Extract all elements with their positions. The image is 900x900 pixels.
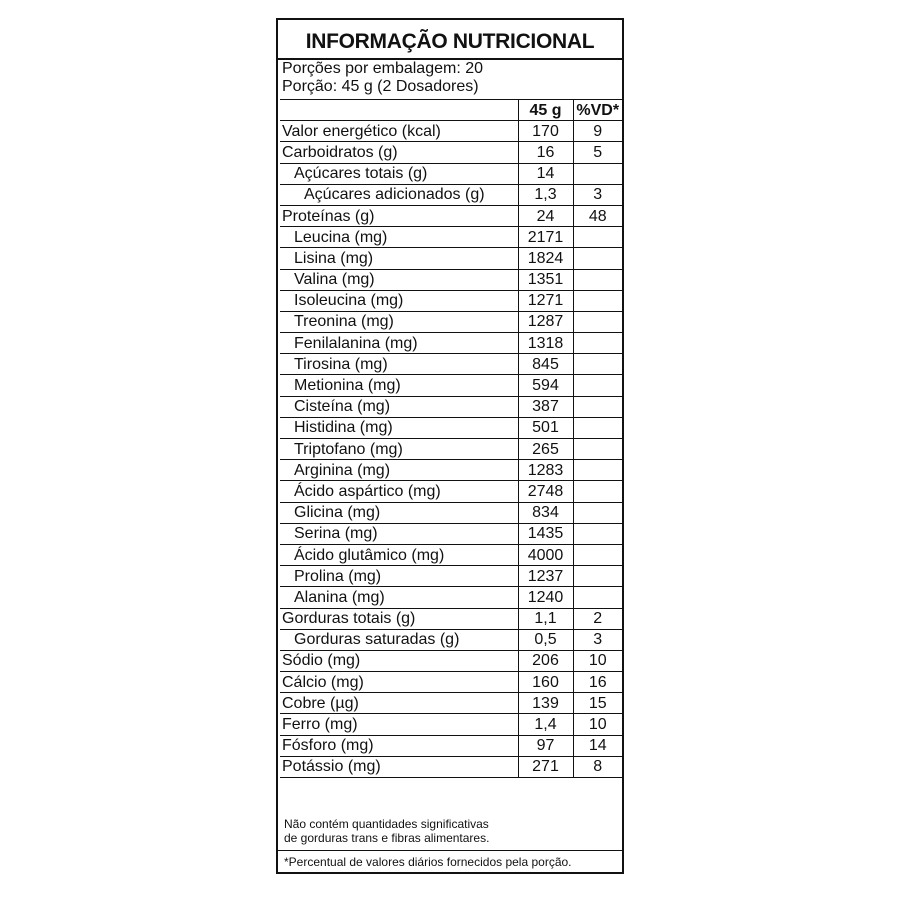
nutrient-amount: 1287: [518, 311, 573, 332]
nutrient-name: Cálcio (mg): [280, 672, 518, 693]
nutrient-daily-value: 14: [573, 735, 622, 756]
nutrient-amount: 594: [518, 375, 573, 396]
nutrient-amount: 206: [518, 650, 573, 671]
table-row: [280, 544, 622, 565]
nutrient-amount: 4000: [518, 544, 573, 565]
amount-column-header: 45 g: [518, 100, 573, 121]
nutrient-name: Lisina (mg): [280, 248, 518, 269]
nutrient-name: Ácido glutâmico (mg): [280, 544, 518, 565]
nutrient-amount: 1824: [518, 248, 573, 269]
nutrition-table: [280, 99, 622, 778]
table-row: [280, 417, 622, 438]
nutrient-name: Leucina (mg): [280, 227, 518, 248]
nutrient-amount: 170: [518, 121, 573, 142]
nutrient-name: Cisteína (mg): [280, 396, 518, 417]
nutrient-name: Triptofano (mg): [280, 439, 518, 460]
nutrition-facts-label: [276, 18, 624, 874]
dv-column-header: %VD*: [573, 100, 622, 121]
nutrient-amount: 387: [518, 396, 573, 417]
table-row: [280, 227, 622, 248]
nutrient-daily-value: [573, 333, 622, 354]
nutrient-daily-value: [573, 566, 622, 587]
table-row: [280, 714, 622, 735]
nutrient-name: Isoleucina (mg): [280, 290, 518, 311]
daily-value-note: *Percentual de valores diários fornecidos pela porção.: [284, 855, 572, 869]
table-row: [280, 333, 622, 354]
nutrient-name: Carboidratos (g): [280, 142, 518, 163]
nutrient-name: Ácido aspártico (mg): [280, 481, 518, 502]
nutrient-amount: 2748: [518, 481, 573, 502]
table-row: [280, 311, 622, 332]
nutrient-daily-value: [573, 417, 622, 438]
footnote-line-2: de gorduras trans e fibras alimentares.: [284, 831, 490, 845]
table-row: [280, 121, 622, 142]
nutrient-amount: 1240: [518, 587, 573, 608]
nutrient-amount: 0,5: [518, 629, 573, 650]
nutrient-daily-value: 15: [573, 693, 622, 714]
nutrient-daily-value: [573, 523, 622, 544]
nutrient-name: Fenilalanina (mg): [280, 333, 518, 354]
nutrient-amount: 2171: [518, 227, 573, 248]
nutrient-daily-value: 16: [573, 672, 622, 693]
table-row: [280, 735, 622, 756]
nutrient-daily-value: [573, 227, 622, 248]
nutrient-name: Sódio (mg): [280, 650, 518, 671]
table-row: [280, 587, 622, 608]
nutrient-name: Gorduras totais (g): [280, 608, 518, 629]
nutrient-name: Histidina (mg): [280, 417, 518, 438]
nutrient-name: Fósforo (mg): [280, 735, 518, 756]
serving-size: Porção: 45 g (2 Dosadores): [282, 78, 479, 95]
nutrient-name: Treonina (mg): [280, 311, 518, 332]
nutrient-daily-value: [573, 354, 622, 375]
table-row: [280, 439, 622, 460]
table-row: [280, 460, 622, 481]
table-row: [280, 608, 622, 629]
footnote-divider: [278, 850, 622, 851]
nutrient-daily-value: [573, 460, 622, 481]
nutrient-name: Metionina (mg): [280, 375, 518, 396]
nutrient-amount: 1237: [518, 566, 573, 587]
nutrient-daily-value: 10: [573, 650, 622, 671]
nutrient-amount: 97: [518, 735, 573, 756]
nutrient-name: Valor energético (kcal): [280, 121, 518, 142]
nutrient-daily-value: [573, 269, 622, 290]
table-row: [280, 184, 622, 205]
nutrient-daily-value: [573, 375, 622, 396]
nutrient-header: [280, 100, 518, 121]
nutrient-name: Cobre (µg): [280, 693, 518, 714]
nutrient-amount: 834: [518, 502, 573, 523]
nutrient-daily-value: [573, 311, 622, 332]
table-row: [280, 756, 622, 777]
table-row: [280, 205, 622, 226]
nutrient-name: Valina (mg): [280, 269, 518, 290]
table-row: [280, 163, 622, 184]
nutrient-daily-value: 8: [573, 756, 622, 777]
nutrient-amount: 1351: [518, 269, 573, 290]
nutrient-amount: 160: [518, 672, 573, 693]
nutrient-amount: 16: [518, 142, 573, 163]
nutrient-amount: 271: [518, 756, 573, 777]
table-row: [280, 290, 622, 311]
table-row: [280, 248, 622, 269]
nutrient-daily-value: [573, 396, 622, 417]
nutrient-daily-value: 9: [573, 121, 622, 142]
nutrient-amount: 1,3: [518, 184, 573, 205]
table-row: [280, 650, 622, 671]
nutrient-daily-value: [573, 163, 622, 184]
table-row: [280, 481, 622, 502]
nutrient-daily-value: 3: [573, 184, 622, 205]
nutrient-name: Alanina (mg): [280, 587, 518, 608]
table-row: [280, 693, 622, 714]
nutrient-amount: 14: [518, 163, 573, 184]
nutrient-name: Gorduras saturadas (g): [280, 629, 518, 650]
table-header-row: [280, 100, 622, 121]
nutrient-daily-value: [573, 290, 622, 311]
label-title: INFORMAÇÃO NUTRICIONAL: [305, 30, 595, 53]
nutrient-name: Açúcares adicionados (g): [280, 184, 518, 205]
nutrient-amount: 1271: [518, 290, 573, 311]
table-row: [280, 269, 622, 290]
table-row: [280, 566, 622, 587]
nutrient-name: Prolina (mg): [280, 566, 518, 587]
nutrient-daily-value: [573, 481, 622, 502]
nutrient-name: Proteínas (g): [280, 205, 518, 226]
nutrient-daily-value: 10: [573, 714, 622, 735]
nutrient-amount: 1318: [518, 333, 573, 354]
footnote-line-1: Não contém quantidades significativas: [284, 817, 489, 831]
table-row: [280, 523, 622, 544]
nutrient-daily-value: [573, 587, 622, 608]
nutrient-daily-value: [573, 502, 622, 523]
nutrient-daily-value: [573, 544, 622, 565]
nutrient-amount: 1,1: [518, 608, 573, 629]
table-row: [280, 502, 622, 523]
nutrient-amount: 1283: [518, 460, 573, 481]
nutrient-amount: 1,4: [518, 714, 573, 735]
table-row: [280, 375, 622, 396]
nutrient-amount: 845: [518, 354, 573, 375]
table-row: [280, 354, 622, 375]
nutrient-daily-value: 2: [573, 608, 622, 629]
nutrient-name: Açúcares totais (g): [280, 163, 518, 184]
table-row: [280, 142, 622, 163]
nutrient-amount: 24: [518, 205, 573, 226]
nutrient-name: Tirosina (mg): [280, 354, 518, 375]
nutrient-name: Glicina (mg): [280, 502, 518, 523]
table-row: [280, 629, 622, 650]
nutrient-amount: 501: [518, 417, 573, 438]
nutrient-name: Arginina (mg): [280, 460, 518, 481]
nutrient-daily-value: [573, 439, 622, 460]
nutrient-name: Potássio (mg): [280, 756, 518, 777]
nutrient-daily-value: [573, 248, 622, 269]
nutrient-amount: 139: [518, 693, 573, 714]
nutrient-daily-value: 48: [573, 205, 622, 226]
nutrient-amount: 1435: [518, 523, 573, 544]
nutrient-daily-value: 5: [573, 142, 622, 163]
nutrient-daily-value: 3: [573, 629, 622, 650]
nutrient-name: Ferro (mg): [280, 714, 518, 735]
servings-per-package: Porções por embalagem: 20: [282, 60, 483, 77]
table-row: [280, 396, 622, 417]
nutrient-amount: 265: [518, 439, 573, 460]
nutrient-name: Serina (mg): [280, 523, 518, 544]
table-row: [280, 672, 622, 693]
